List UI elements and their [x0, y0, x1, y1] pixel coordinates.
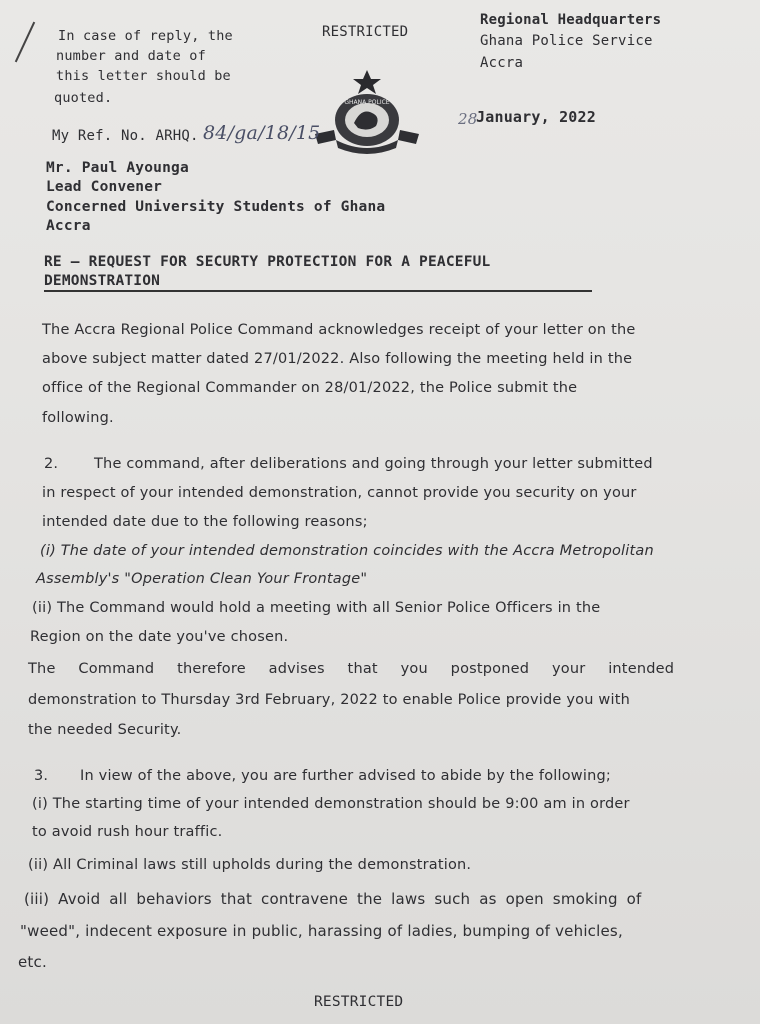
- reason-2-line: Region on the date you've chosen.: [30, 629, 289, 645]
- recipient-line: Accra: [46, 218, 91, 234]
- ghana-police-crest: [310, 68, 424, 158]
- classification-top: RESTRICTED: [322, 24, 409, 40]
- crest-label: GHANA POLICE: [344, 99, 390, 106]
- date-printed: January, 2022: [476, 108, 596, 126]
- date-handwritten: 28: [458, 110, 478, 128]
- paragraph-line: The command, after deliberations and going through your letter submitted: [94, 456, 653, 472]
- paragraph-number: 3.: [34, 768, 49, 784]
- item-1-line: to avoid rush hour traffic.: [32, 824, 223, 840]
- recipient-line: Lead Convener: [46, 179, 163, 195]
- paragraph-line: office of the Regional Commander on 28/01/2022, the Police submit the: [42, 380, 578, 396]
- recipient-line: Concerned University Students of Ghana: [46, 199, 386, 215]
- item-3-line: etc.: [18, 953, 47, 971]
- item-3-line: (iii) Avoid all behaviors that contravene the laws such as open smoking of: [24, 890, 642, 908]
- paragraph-line: In view of the above, you are further advised to abide by the following;: [80, 768, 611, 784]
- reply-note-line: quoted.: [54, 90, 113, 106]
- paragraph-line: above subject matter dated 27/01/2022. Also following the meeting held in the: [42, 351, 633, 367]
- advice-line: demonstration to Thursday 3rd February, 2022 to enable Police provide you with: [28, 692, 630, 708]
- reason-1-line: Assembly's "Operation Clean Your Frontage": [36, 571, 368, 587]
- subject-underline: [44, 290, 592, 292]
- paragraph-number: 2.: [44, 456, 59, 472]
- item-3-line: "weed", indecent exposure in public, harassing of ladies, bumping of vehicles,: [20, 922, 623, 940]
- paragraph-line: The Accra Regional Police Command acknowledges receipt of your letter on the: [42, 322, 636, 338]
- item-2-line: (ii) All Criminal laws still upholds during the demonstration.: [28, 857, 472, 873]
- reply-note-line: In case of reply, the: [58, 28, 233, 44]
- subject-line: RE – REQUEST FOR SECURTY PROTECTION FOR A PEACEFUL: [44, 254, 491, 270]
- reason-1-line: (i) The date of your intended demonstration coincides with the Accra Metropolitan: [40, 543, 654, 559]
- paragraph-line: intended date due to the following reasons;: [42, 514, 368, 530]
- advice-line: the needed Security.: [28, 722, 182, 738]
- advice-line: The Command therefore advises that you postponed your intended: [28, 661, 675, 677]
- address-line: Regional Headquarters: [480, 12, 662, 28]
- recipient-line: Mr. Paul Ayounga: [46, 160, 189, 176]
- paragraph-line: following.: [42, 410, 114, 426]
- reply-note-line: number and date of: [56, 48, 206, 64]
- item-1-line: (i) The starting time of your intended demonstration should be 9:00 am in order: [32, 796, 630, 812]
- pen-mark: [15, 22, 35, 63]
- reason-2-line: (ii) The Command would hold a meeting with all Senior Police Officers in the: [32, 600, 601, 616]
- ref-handwritten: 84/ga/18/15: [203, 122, 321, 144]
- ref-label: My Ref. No. ARHQ.: [52, 128, 199, 144]
- reply-note-line: this letter should be: [56, 68, 231, 84]
- address-line: Accra: [480, 55, 524, 71]
- subject-line: DEMONSTRATION: [44, 273, 161, 289]
- address-line: Ghana Police Service: [480, 33, 653, 49]
- paragraph-line: in respect of your intended demonstration, cannot provide you security on your: [42, 485, 637, 501]
- classification-bottom: RESTRICTED: [314, 994, 404, 1010]
